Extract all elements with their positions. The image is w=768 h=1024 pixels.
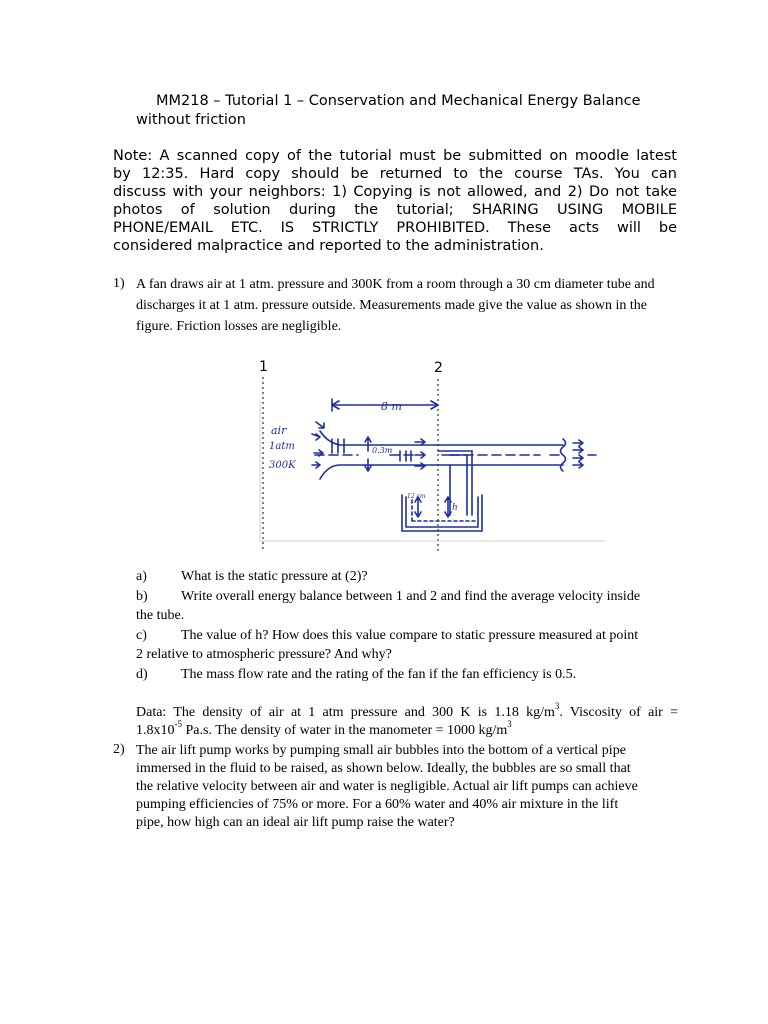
note-line: photos of solution during the tutorial; SHARING USING MOBILE — [113, 202, 677, 218]
data-line — [136, 719, 678, 740]
question-line: immersed in the fluid to be raised, as shown below. Ideally, the bubbles are so small that — [136, 761, 631, 776]
superscript: -5 — [174, 719, 182, 730]
question-number: 2) — [113, 742, 125, 757]
temperature-label: 300K — [269, 460, 296, 471]
question-2-text — [136, 742, 681, 832]
question-line: pipe, how high can an ideal air lift pump raise the water? — [136, 815, 455, 830]
question-line: pumping efficiencies of 75% or more. For a 60% water and 40% air mixture in the lift — [136, 797, 619, 812]
data-text: 1.8x10 — [136, 723, 175, 738]
question-number: 1) — [113, 276, 125, 291]
part-a — [136, 567, 686, 587]
data-text: Pa.s. The density of water in the manometer = 1000 kg/m — [182, 723, 508, 738]
note-line: Note: A scanned copy of the tutorial must be submitted on moodle latest — [113, 148, 677, 164]
part-d — [136, 665, 686, 685]
question-line: the relative velocity between air and water is negligible. Actual air lift pumps can achieve — [136, 779, 638, 794]
part-label: a) — [136, 569, 147, 584]
manometer-label: 12 cm — [407, 493, 426, 500]
superscript: 3 — [507, 719, 512, 730]
part-label: d) — [136, 666, 148, 682]
air-label: air — [271, 424, 287, 437]
question-line: A fan draws air at 1 atm. pressure and 300K from a room through a 30 cm diameter tube and — [136, 277, 655, 292]
question-1-text — [136, 274, 706, 337]
part-b-continued: the tube. — [136, 608, 185, 623]
data-line — [136, 701, 678, 722]
h-label: h — [452, 503, 458, 513]
note-line: PHONE/EMAIL ETC. IS STRICTLY PROHIBITED. These acts will be — [113, 220, 677, 236]
section-label-1: 1 — [259, 359, 268, 375]
pressure-label: 1atm — [269, 441, 295, 452]
question-1-parts — [136, 567, 686, 684]
data-text: Data: The density of air at 1 atm pressure and 300 K is 1.18 kg/m — [136, 705, 555, 720]
question-line: discharges it at 1 atm. pressure outside. Measurements made give the value as shown in the — [136, 298, 647, 313]
part-label: c) — [136, 627, 147, 643]
superscript: 3 — [554, 701, 560, 712]
question-line: figure. Friction losses are negligible. — [136, 319, 342, 334]
note-paragraph — [113, 147, 677, 255]
part-label: b) — [136, 588, 148, 604]
part-text: The mass flow rate and the rating of the fan if the fan efficiency is 0.5. — [181, 666, 577, 682]
diameter-label: 0.3m — [372, 446, 393, 455]
part-c-continued: 2 relative to atmospheric pressure? And why? — [136, 647, 392, 662]
note-line: considered malpractice and reported to the administration. — [113, 238, 544, 254]
page-title: MM218 – Tutorial 1 – Conservation and Mechanical Energy Balance without friction — [136, 93, 641, 128]
fan-tube-figure — [240, 355, 610, 555]
question-line: The air lift pump works by pumping small air bubbles into the bottom of a vertical pipe — [136, 743, 626, 758]
part-b — [136, 587, 686, 607]
data-text: . Viscosity of air = — [559, 705, 678, 720]
distance-label: 8 m — [381, 400, 402, 413]
note-line: by 12:35. Hard copy should be returned to the course TAs. You can — [113, 166, 677, 182]
part-text: The value of h? How does this value compare to static pressure measured at point — [181, 627, 639, 643]
section-label-2: 2 — [434, 360, 443, 376]
part-text: Write overall energy balance between 1 and 2 and find the average velocity inside — [181, 588, 641, 604]
data-paragraph — [136, 701, 678, 740]
part-text: What is the static pressure at (2)? — [181, 569, 368, 584]
part-c — [136, 626, 686, 646]
note-line: discuss with your neighbors: 1) Copying is not allowed, and 2) Do not take — [113, 184, 677, 200]
